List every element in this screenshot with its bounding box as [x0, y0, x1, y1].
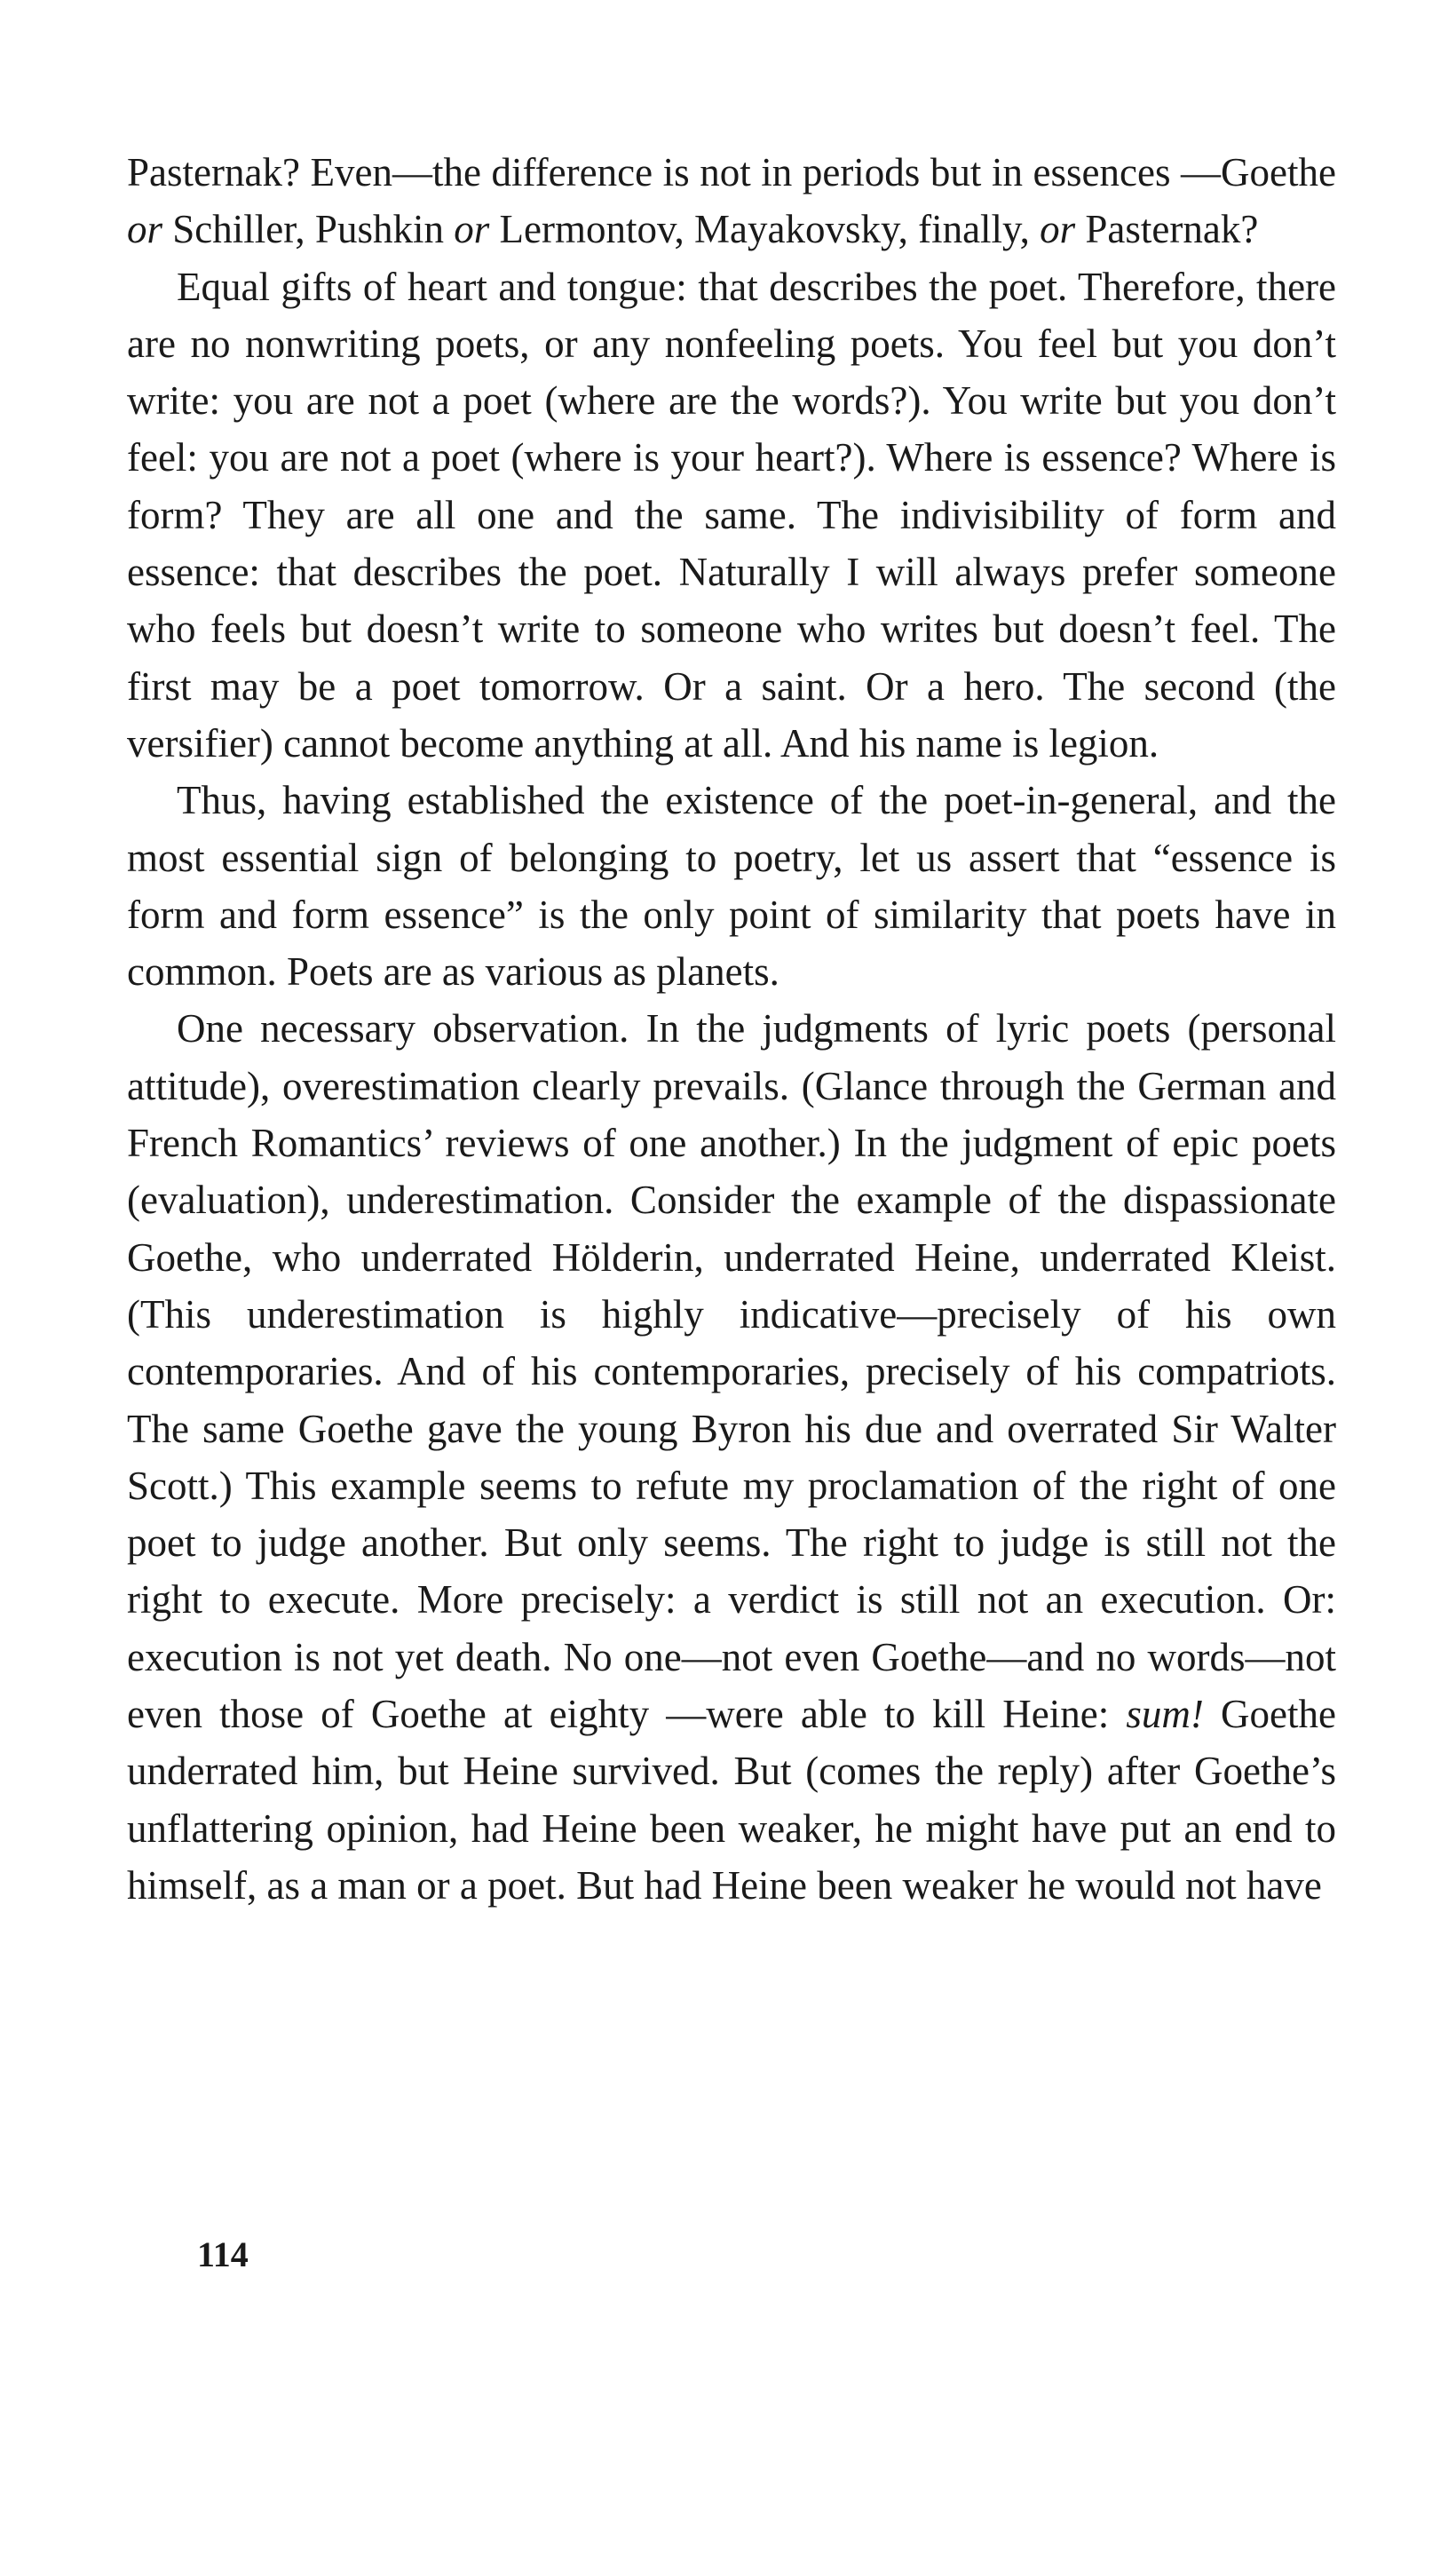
paragraph-3: Thus, having established the existence of the poet-in-general, and the most essential sign of belonging to poetry, let us assert that “essence is form and form essence” is the only point of similarity that poets have in common. Poets are as various as planets. [127, 778, 1336, 995]
paragraph-1: Pasternak? Even—the difference is not in periods but in essences —Goethe or Schiller, Pushkin or Lermontov, Mayakovsky, finally, or Pasternak? [127, 150, 1336, 252]
page-number: 114 [197, 2234, 249, 2274]
body-text [127, 144, 1336, 1914]
italic-text: sum! [1126, 1692, 1204, 1737]
italic-text: or [1040, 207, 1076, 252]
paragraph-4: One necessary observation. In the judgments of lyric poets (personal attitude), overestimation clearly prevails. (Glance through the German and French Romantics’ reviews of one another.) In the judgment of epic poets (evaluation), underestimation. Consider the example of the dispassionate Goethe, who underrated Hölderin, underrated Heine, underrated Kleist. (This underestimation is highly indicative—precisely of his own contemporaries. And of his contemporaries, precisely of his compatriots. The same Goethe gave the young Byron his due and overrated Sir Walter Scott.) This example seems to refute my proclamation of the right of one poet to judge another. But only seems. The right to judge is still not the right to execute. More precisely: a verdict is still not an execution. Or: execution is not yet death. No one—not even Goethe—and no words—not even those of Goethe at eighty —were able to kill Heine: sum! Goethe underrated him, but Heine survived. But (comes the reply) after Goethe’s unflattering opinion, had Heine been weaker, he might have put an end to himself, as a man or a poet. But had Heine been weaker he would not have [127, 1006, 1336, 1908]
paragraph-2: Equal gifts of heart and tongue: that describes the poet. Therefore, there are no nonwriting poets, or any nonfeeling poets. You feel but you don’t write: you are not a poet (where are the words?). You write but you don’t feel: you are not a poet (where is your heart?). Where is essence? Where is form? They are all one and the same. The indivisibility of form and essence: that describes the poet. Naturally I will always prefer someone who feels but doesn’t write to someone who writes but doesn’t feel. The first may be a poet tomorrow. Or a saint. Or a hero. The second (the versifier) cannot become anything at all. And his name is legion. [127, 264, 1336, 766]
italic-text: or [127, 207, 163, 252]
italic-text: or [454, 207, 490, 252]
